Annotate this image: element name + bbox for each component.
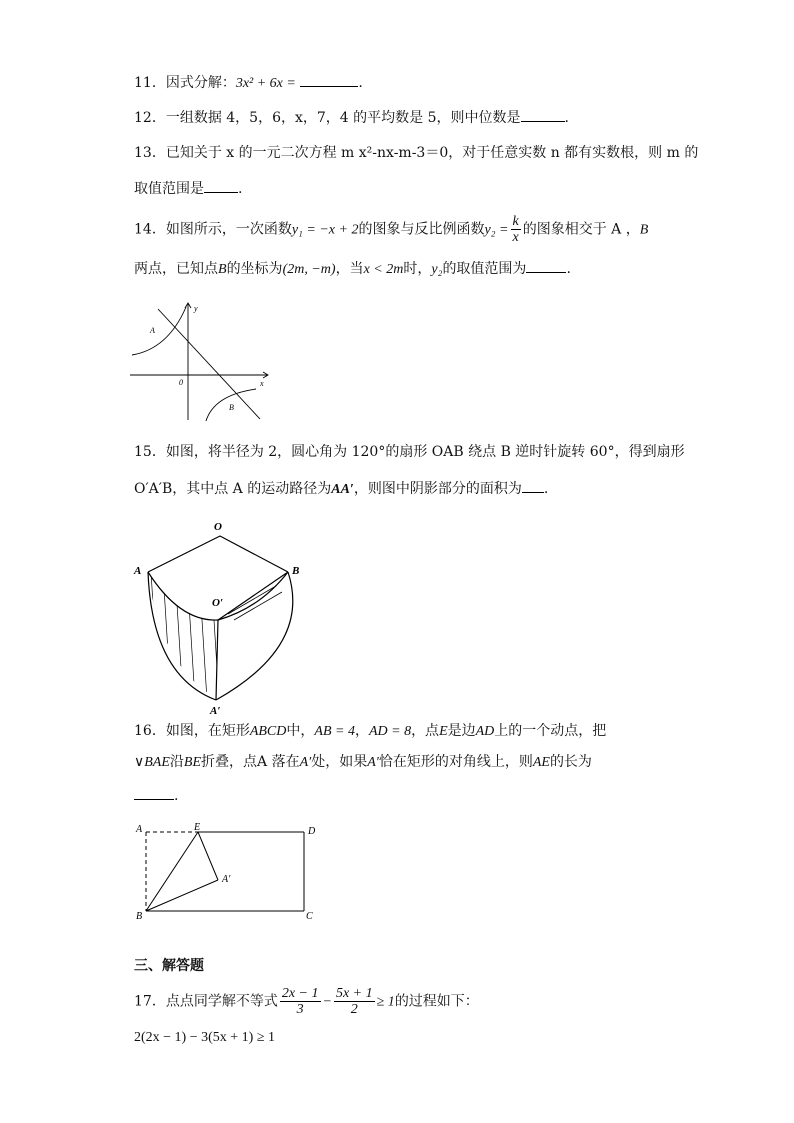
answer-blank-11[interactable] — [300, 72, 358, 87]
fig14-label-b: B — [229, 403, 234, 412]
q11-expression: 3x² + 6x = — [235, 76, 296, 91]
figure-14-graph — [128, 295, 278, 425]
fig16-label-b: B — [136, 911, 143, 922]
q17-fraction-2: $\frac{5x + 1}{2}$ — [335, 986, 373, 1017]
q17-fraction-1: $\frac{2x - 1}{3}$ — [281, 986, 319, 1017]
fig15-label-a: A — [134, 565, 142, 577]
fig15-label-o: O — [214, 521, 222, 533]
answer-blank-16[interactable] — [134, 785, 174, 800]
fig14-label-origin: 0 — [179, 378, 183, 387]
fig14-label-x: x — [260, 379, 264, 388]
question-12: 12．一组数据 4，5，6，x，7，4 的平均数是 5，则中位数是 . — [134, 107, 569, 128]
figure-16-rectangle — [132, 820, 322, 925]
q15-arc: AA′ — [331, 482, 354, 497]
question-11: 11．因式分解：3x² + 6x = . — [134, 72, 363, 94]
section-heading-answers: 三、解答题 — [134, 958, 204, 974]
question-17-step1: 2(2x − 1) − 3(5x + 1) ≥ 1 — [134, 1030, 276, 1045]
q14-fraction: $\frac{k}{x}$ — [512, 214, 519, 245]
fig14-label-y: y — [194, 304, 198, 313]
question-14-line2: 两点，已知点B的坐标为(2m, −m)，当x < 2m时，y₂的取值范围为 . — [134, 258, 571, 280]
question-15-line2: O′A′B，其中点 A 的运动路径为AA′，则图中阴影部分的面积为 . — [134, 478, 548, 500]
fig16-label-a-prime: A′ — [222, 874, 231, 885]
question-16-line2: ∨BAE沿BE折叠，点A 落在A′处，如果A′恰在矩形的对角线上，则AE的长为 — [134, 754, 592, 770]
question-14-line1: 14．如图所示，一次函数y₁ = −x + 2的图象与反比例函数y₂ = $\frac{k}{x}$ 的图象相交于 A ，B — [134, 214, 649, 245]
answer-blank-13[interactable] — [204, 178, 238, 193]
answer-blank-15[interactable] — [522, 478, 544, 493]
fig16-label-c: C — [306, 911, 313, 922]
fig15-label-b: B — [292, 565, 300, 577]
figure-15-sector — [130, 516, 330, 716]
question-13-line1: 13．已知关于 x 的一元二次方程 m x²-nx-m-3＝0，对于任意实数 n 都有实数根，则 m 的 — [134, 145, 699, 161]
question-13-line2: 取值范围是 . — [134, 178, 242, 199]
answer-blank-14[interactable] — [526, 258, 566, 273]
fig16-label-d: D — [308, 826, 316, 837]
fig14-label-a: A — [150, 326, 155, 335]
answer-blank-12[interactable] — [521, 107, 565, 122]
question-17: 17．点点同学解不等式 $\frac{2x - 1}{3}$ − $\frac{5x + 1}{2}$ ≥ 1的过程如下： — [134, 986, 479, 1017]
question-16-line3: . — [134, 785, 178, 806]
fig15-label-o-prime: O′ — [212, 597, 224, 609]
question-15-line1: 15．如图，将半径为 2，圆心角为 120°的扇形 OAB 绕点 B 逆时针旋转 60°，得到扇形 — [134, 444, 685, 460]
q14-linear-eq: y₁ = −x + 2 — [291, 222, 359, 238]
fig16-label-e: E — [194, 822, 201, 833]
fig15-label-a-prime: A′ — [210, 705, 221, 717]
question-16-line1: 16．如图，在矩形ABCD中，AB = 4，AD = 8，点E是边AD上的一个动点，把 — [134, 723, 607, 739]
fig16-label-a: A — [136, 824, 143, 835]
